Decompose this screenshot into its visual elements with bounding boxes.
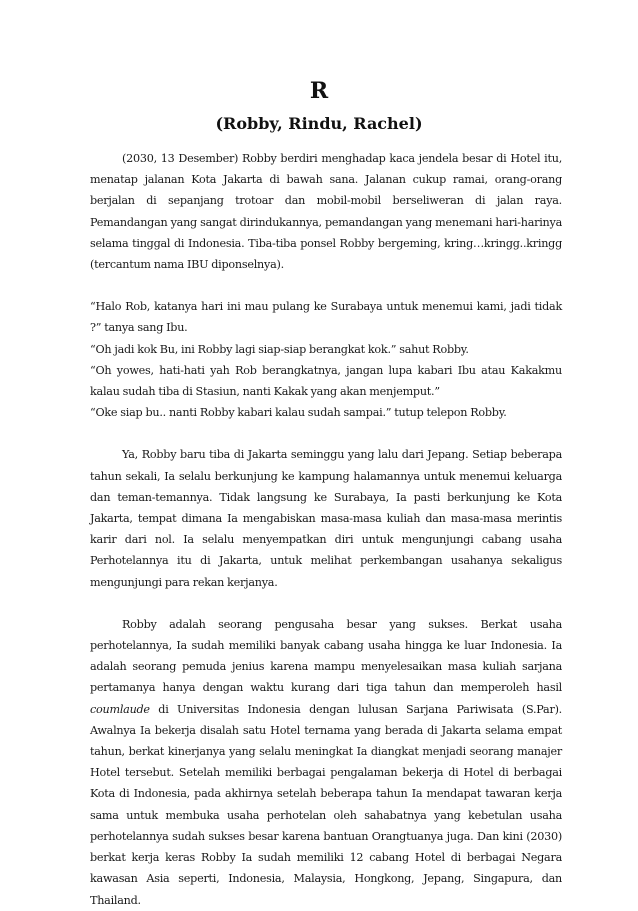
dialog-line-robby-1: “Oh jadi kok Bu, ini Robby lagi siap-siap berangkat kok.” sahut Robby.: [90, 342, 469, 356]
paragraph-career-italic-term: coumlaude: [90, 702, 150, 716]
paragraph-career-part-2: di Universitas Indonesia dengan lulusan Sarjana Pariwisata (S.Par). Awalnya Ia bekerja disalah satu Hotel ternama yang berada di Jakarta selama empat tahun, berkat kinerjanya yang selalu meningkat Ia diangkat menjadi seorang manajer Hotel tersebut. Setelah memiliki berbagai pengalaman bekerja di Hotel di berbagai Kota di Indonesia, pada akhirnya setelah beberapa tahun Ia mendapat tawaran kerja sama untuk membuka usaha perhotelan oleh sahabatnya yang kebetulan usaha perhotelannya sudah sukses besar karena bantuan Orangtuanya juga. Dan kini (2030) berkat kerja keras Robby Ia sudah memiliki 12 cabang Hotel di berbagai Negara kawasan Asia seperti, Indonesia, Malaysia, Hongkong, Jepang, Singapura, dan Thailand.: [90, 702, 562, 907]
paragraph-career-part-1: Robby adalah seorang pengusaha besar yang sukses. Berkat usaha perhotelannya, Ia sudah memiliki banyak cabang usaha hingga ke luar Indonesia. Ia adalah seorang pemuda jenius karena mampu menyelesaikan masa kuliah sarjana pertamanya hanya dengan waktu kurang dari tiga tahun dan memperoleh hasil: [90, 617, 562, 695]
story-body: [90, 148, 562, 911]
paragraph-gap: [90, 275, 562, 296]
chapter-characters: (Robby, Rindu, Rachel): [215, 114, 423, 133]
paragraph-background: Ya, Robby baru tiba di Jakarta seminggu yang lalu dari Jepang. Setiap beberapa tahun sekali, Ia selalu berkunjung ke kampung halamannya untuk menemui keluarga dan teman-temannya. Tidak langsung ke Surabaya, Ia pasti berkunjung ke Kota Jakarta, tempat dimana Ia mengabiskan masa-masa kuliah dan masa-masa merintis karir dari nol. Ia selalu menyempatkan diri untuk mengunjungi cabang usaha Perhotelannya itu di Jakarta, untuk melihat perkembangan usahanya sekaligus mengunjungi para rekan kerjanya.: [90, 448, 562, 589]
dialog-line-mother-1: “Halo Rob, katanya hari ini mau pulang ke Surabaya untuk menemui kami, jadi tidak ?” tanya sang Ibu.: [90, 300, 562, 335]
dialog-line-mother-2: “Oh yowes, hati-hati yah Rob berangkatnya, jangan lupa kabari Ibu atau Kakakmu kalau sudah tiba di Stasiun, nanti Kakak yang akan menjemput.”: [90, 363, 562, 399]
dialog-line-robby-2: “Oke siap bu.. nanti Robby kabari kalau sudah sampai.” tutup telepon Robby.: [90, 406, 507, 420]
paragraph-gap: [90, 593, 562, 614]
chapter-title: R: [309, 78, 329, 104]
paragraph-career: [90, 614, 562, 911]
paragraph-gap: [90, 423, 562, 444]
paragraph-opening: (2030, 13 Desember) Robby berdiri menghadap kaca jendela besar di Hotel itu, menatap jalanan Kota Jakarta di bawah sana. Jalanan cukup ramai, orang-orang berjalan di sepanjang trotoar dan mobil-mobil berseliweran di jalan raya. Pemandangan yang sangat dirindukannya, pemandangan yang menemani hari-harinya selama tinggal di Indonesia. Tiba-tiba ponsel Robby bergeming, kring…kringg..kringg (tercantum nama IBU diponselnya).: [90, 152, 562, 272]
